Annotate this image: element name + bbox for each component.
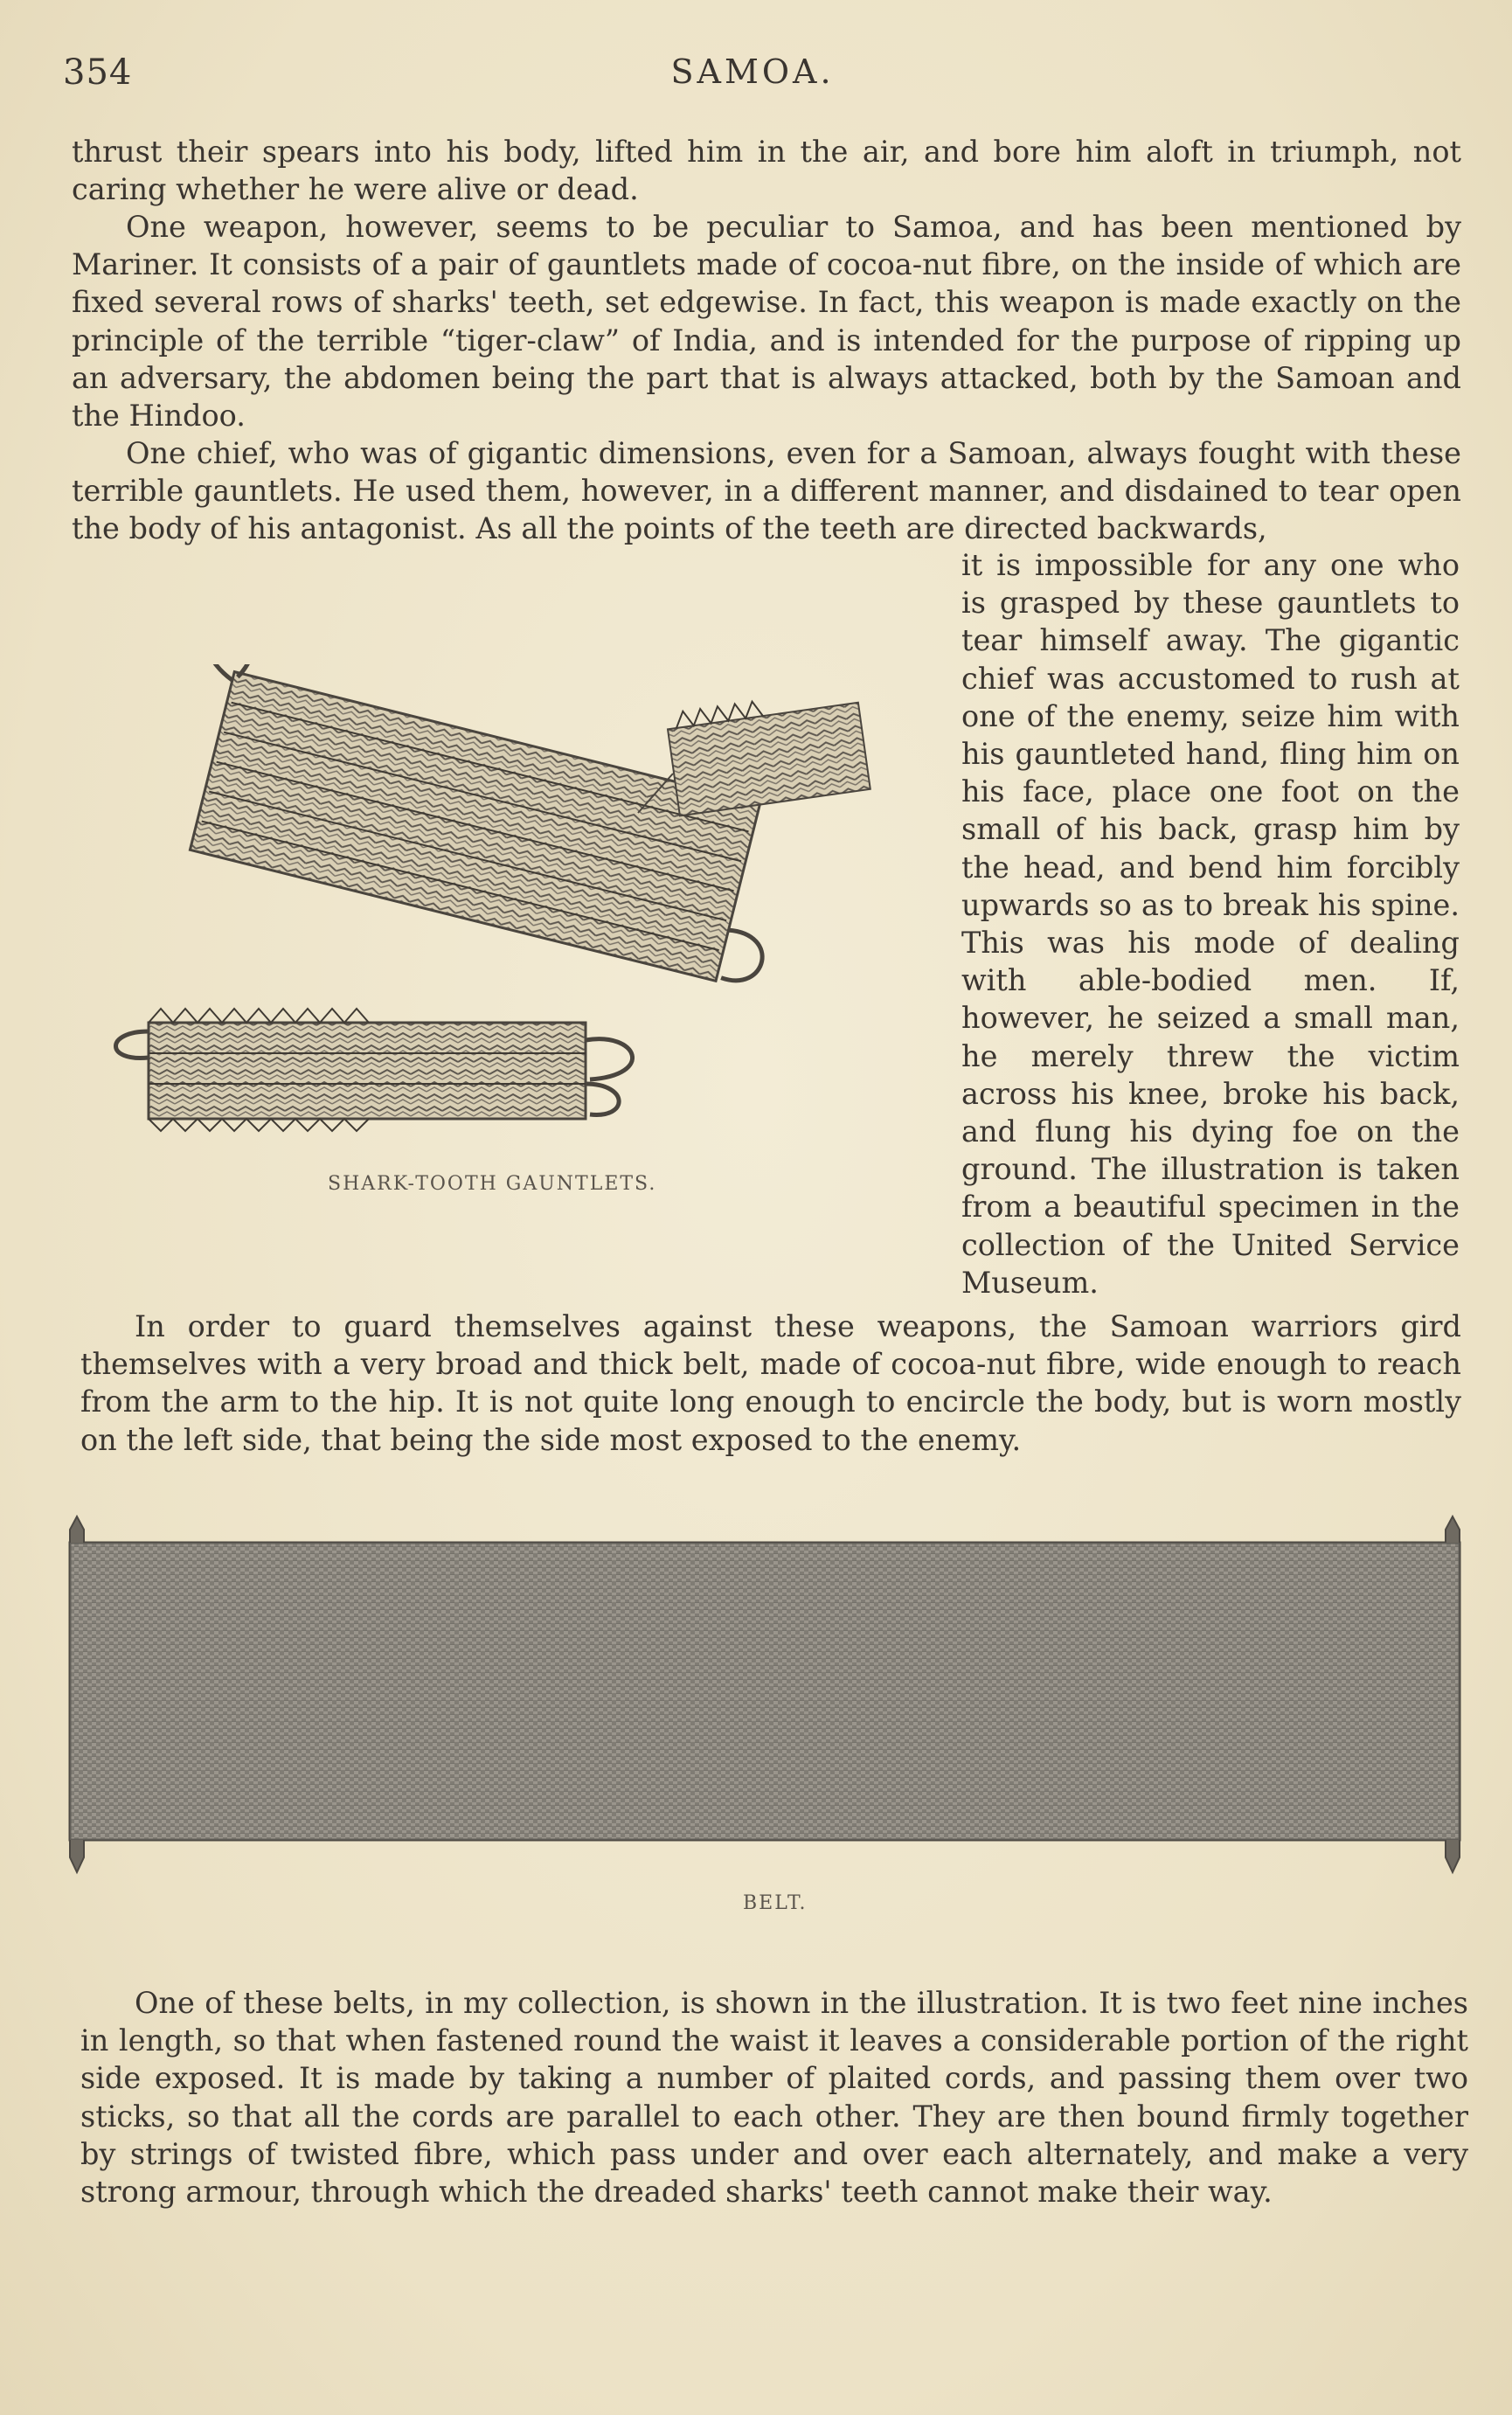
shark-tooth-gauntlets-illustration	[96, 664, 909, 1154]
running-title: SAMOA.	[670, 52, 835, 91]
paragraph-1: thrust their spears into his body, lifted him in the air, and bore him aloft in triumph, not caring whether he were alive or dead.	[72, 135, 1461, 207]
paragraph-4: In order to guard themselves against these weapons, the Samoan warriors gird themselves with a very broad and thick belt, made of cocoa-nut fibre, wide enough to reach from the arm to the hip. It is not quite long enough to encircle the body, but is worn mostly on the left side, that being the side most exposed to the enemy.	[80, 1309, 1461, 1457]
paragraph-5: One of these belts, in my collection, is shown in the illustration. It is two feet nine inches in length, so that when fastened round the waist it leaves a considerable portion of the right side exposed. It is made by taking a number of plaited cords, and passing them over two sticks, so that all the cords are parallel to each other. They are then bound firmly together by strings of twisted fibre, which pass under and over each alternately, and make a very strong armour, through which the dreaded sharks' teeth cannot make their way.	[80, 1986, 1468, 2210]
paragraph-2: One weapon, however, seems to be peculiar to Samoa, and has been mentioned by Mariner. It consists of a pair of gauntlets made of cocoa-nut fibre, on the inside of which are fixed several rows of sharks' teeth, set edgewise. In fact, this weapon is made exactly on the principle of the terrible “tiger-claw” of India, and is intended for the purpose of ripping up an adversary, the abdomen being the part that is always attacked, both by the Samoan and the Hindoo.	[72, 210, 1461, 434]
belt-illustration	[52, 1512, 1477, 1888]
belt-caption: BELT.	[743, 1892, 808, 1914]
paragraph-3: One chief, who was of gigantic dimensions, even for a Samoan, always fought with these terrible gauntlets. He used them, however, in a different manner, and disdained to tear open the body of his antagonist. As all the points of the teeth are directed backwards,	[72, 436, 1461, 546]
page-header	[63, 52, 1442, 105]
page-number: 354	[63, 52, 133, 93]
paragraph-3-wrapped: it is impossible for any one who is grasped by these gauntlets to tear himself away. The gigantic chief was accustomed to rush at one of the enemy, seize him with his gauntleted hand, fling him on his face, place one foot on the small of his back, grasp him by the head, and bend him forcibly upwards so as to break his spine. This was his mode of dealing with able-bodied men. If, however, he seized a small man, he merely threw the victim across his knee, broke his back, and flung his dying foe on the ground. The illustration is taken from a beautiful specimen in the collection of the United Service Museum.	[961, 548, 1460, 1300]
gauntlets-caption: SHARK-TOOTH GAUNTLETS.	[328, 1173, 657, 1195]
